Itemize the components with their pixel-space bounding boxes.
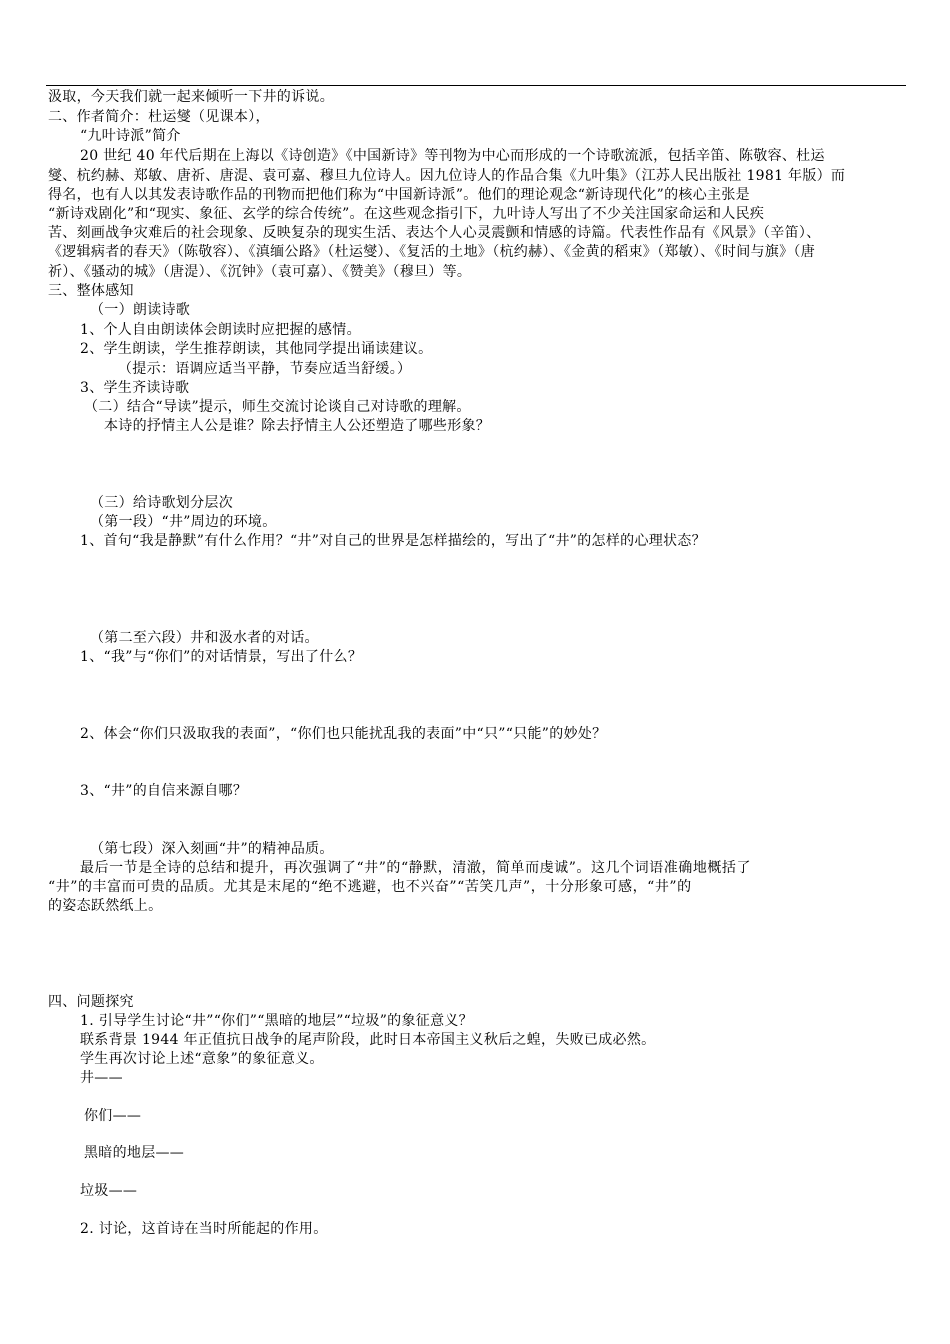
question: 1、“我”与“你们”的对话情景，写出了什么？ bbox=[80, 649, 363, 665]
hint-note: （提示：语调应适当平静，节奏应适当舒缓。） bbox=[118, 361, 412, 377]
intro-tail-line: 汲取，今天我们就一起来倾听一下井的诉说。 bbox=[48, 89, 334, 105]
jiuye-paragraph-line: 祈）、《骚动的城》（唐湜）、《沉钟》（袁可嘉）、《赞美》（穆旦）等。 bbox=[48, 264, 472, 280]
subsection-heading: （三）给诗歌划分层次 bbox=[90, 495, 233, 511]
jiuye-paragraph-line: 得名，也有人以其发表诗歌作品的刊物而把他们称为“中国新诗派”。他们的理论观念“新诗现代化”的核心主张是 bbox=[48, 187, 750, 203]
question: 3、“井”的自信来源自哪？ bbox=[80, 783, 248, 799]
section-3-heading: 三、整体感知 bbox=[48, 283, 134, 299]
symbol-blank: 垃圾—— bbox=[80, 1183, 138, 1199]
jiuye-paragraph-line: 《逻辑病者的春天》（陈敬容）、《滇缅公路》（杜运燮）、《复活的土地》（杭约赫）、《金黄的稻束》（郑敏）、《时间与旗》（唐 bbox=[48, 244, 815, 260]
question: 1. 引导学生讨论“井”“你们”“黑暗的地层”“垃圾”的象征意义？ bbox=[80, 1013, 473, 1029]
summary-paragraph-line: “井”的丰富而可贵的品质。尤其是末尾的“绝不逃避，也不兴奋”“苦笑几声”，十分形象可感，“井”的 bbox=[48, 879, 692, 895]
stanza-heading: （第七段）深入刻画“井”的精神品质。 bbox=[90, 841, 334, 857]
jiuye-heading: “九叶诗派”简介 bbox=[80, 128, 181, 144]
question: 2. 讨论，这首诗在当时所能起的作用。 bbox=[80, 1221, 328, 1237]
list-item: 2、学生朗读，学生推荐朗读，其他同学提出诵读建议。 bbox=[80, 341, 433, 357]
stanza-heading: （第一段）“井”周边的环境。 bbox=[90, 514, 277, 530]
symbol-blank: 你们—— bbox=[84, 1108, 142, 1124]
list-item: 1、个人自由朗读体会朗读时应把握的感情。 bbox=[80, 322, 361, 338]
section-4-heading: 四、问题探究 bbox=[48, 994, 134, 1010]
symbol-blank: 黑暗的地层—— bbox=[84, 1145, 185, 1161]
discussion-prompt: 学生再次讨论上述“意象”的象征意义。 bbox=[80, 1051, 324, 1067]
list-item: 3、学生齐读诗歌 bbox=[80, 380, 190, 396]
jiuye-paragraph-line: “新诗戏剧化”和“现实、象征、玄学的综合传统”。在这些观念指引下，九叶诗人写出了不少关注国家命运和人民疾 bbox=[48, 206, 765, 222]
subsection-heading: （一）朗读诗歌 bbox=[90, 302, 191, 318]
stanza-heading: （第二至六段）井和汲水者的对话。 bbox=[90, 630, 319, 646]
symbol-blank: 井—— bbox=[80, 1070, 123, 1086]
section-2-heading: 二、作者简介：杜运燮（见课本）， bbox=[48, 109, 270, 125]
question: 本诗的抒情主人公是谁？除去抒情主人公还塑造了哪些形象？ bbox=[104, 418, 491, 434]
background-note: 联系背景 1944 年正值抗日战争的尾声阶段，此时日本帝国主义秋后之蝗，失败已成必然。 bbox=[80, 1032, 656, 1048]
jiuye-paragraph-line: 燮、杭约赫、郑敏、唐祈、唐湜、袁可嘉、穆旦九位诗人。因九位诗人的作品合集《九叶集》（江苏人民出版社 1981 年版）而 bbox=[48, 168, 846, 184]
jiuye-paragraph-line: 20 世纪 40 年代后期在上海以《诗创造》《中国新诗》等刊物为中心而形成的一个诗歌流派，包括辛笛、陈敬容、杜运 bbox=[80, 148, 825, 164]
subsection-heading: （二）结合“导读”提示，师生交流讨论谈自己对诗歌的理解。 bbox=[84, 399, 471, 415]
jiuye-paragraph-line: 苦、刻画战争灾难后的社会现象、反映复杂的现实生活、表达个人心灵震颤和情感的诗篇。代表性作品有《风景》（辛笛）、 bbox=[48, 225, 821, 241]
question: 1、首句“我是静默”有什么作用？“井”对自己的世界是怎样描绘的，写出了“井”的怎样的心理状态？ bbox=[80, 533, 706, 549]
question: 2、体会“你们只汲取我的表面”，“你们也只能扰乱我的表面”中“只”“只能”的妙处？ bbox=[80, 726, 607, 742]
summary-paragraph-line: 最后一节是全诗的总结和提升，再次强调了“井”的“静默，清澈，简单而虔诚”。这几个词语准确地概括了 bbox=[80, 860, 752, 876]
summary-paragraph-line: 的姿态跃然纸上。 bbox=[48, 898, 163, 914]
header-rule bbox=[46, 85, 906, 86]
